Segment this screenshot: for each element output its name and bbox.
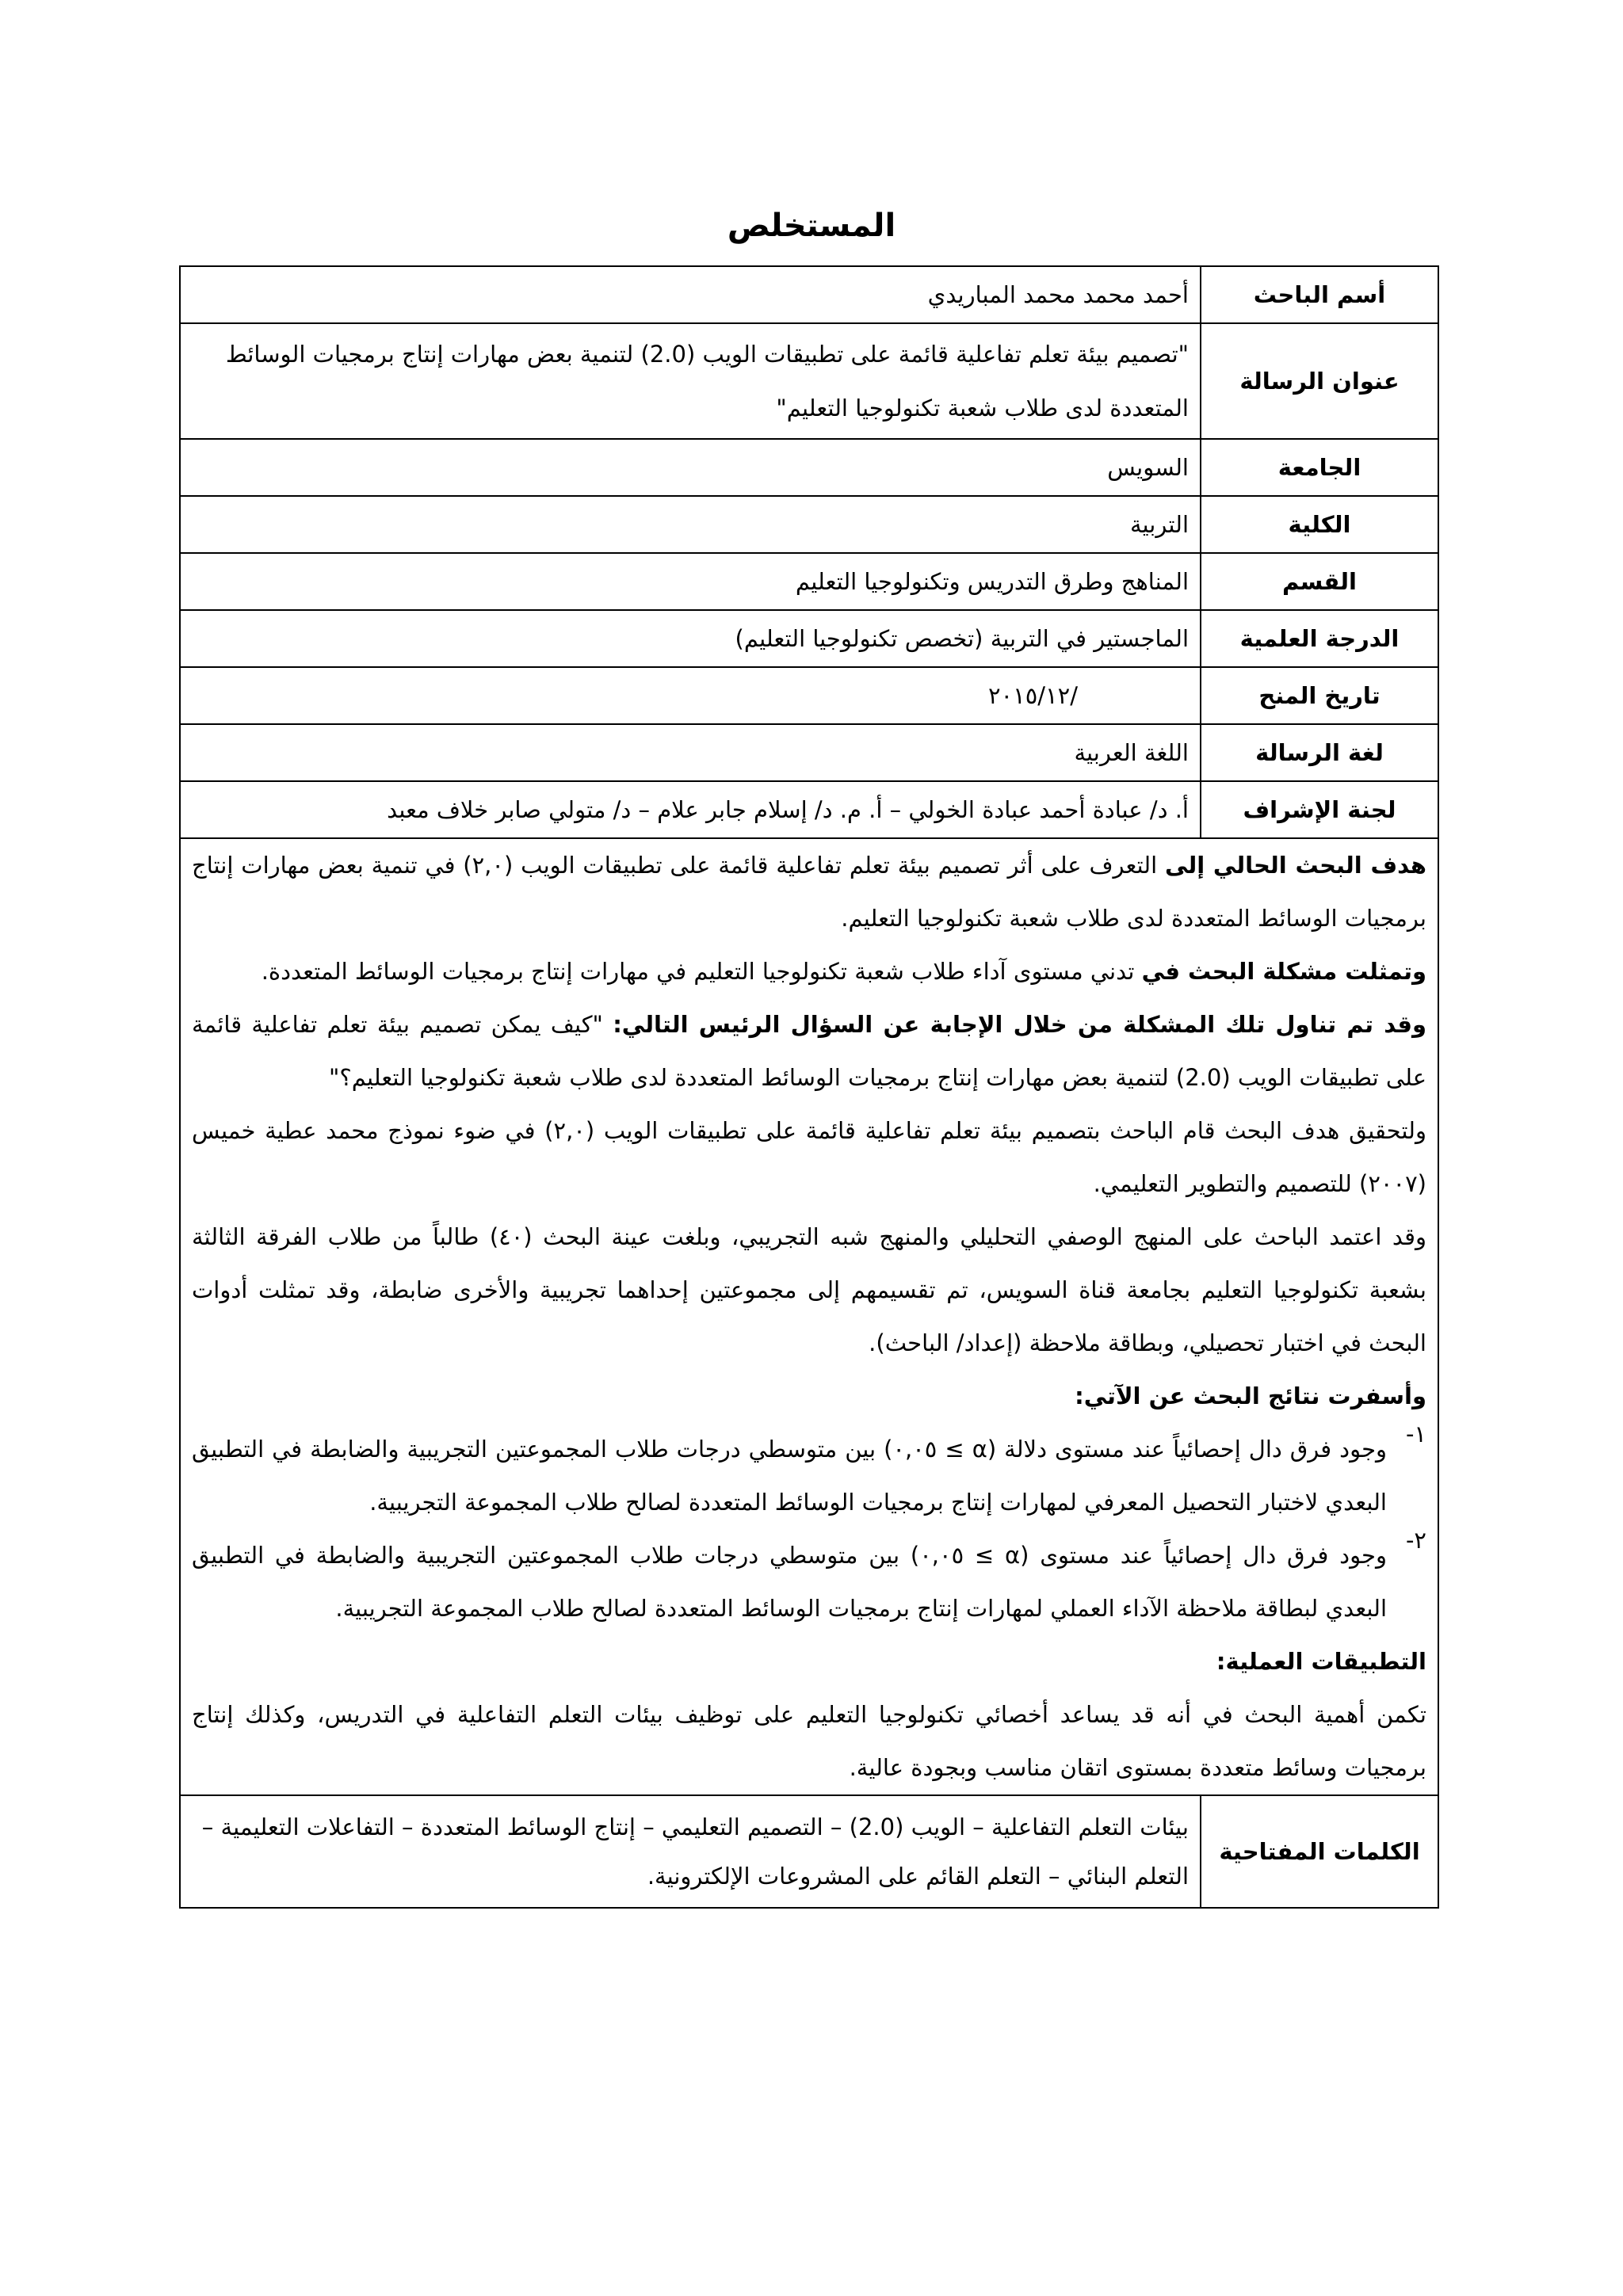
department-label: القسم [1201, 553, 1438, 610]
abstract-design: ولتحقيق هدف البحث قام الباحث بتصميم بيئة تعلم تفاعلية قائمة على تطبيقات الويب (٢,٠) في ضوء نموذج محمد عطية خميس (٢٠٠٧) للتصميم والتطوير التعليمي. [192, 1117, 1426, 1197]
goal-lead: هدف البحث الحالي إلى [1164, 852, 1426, 879]
row-keywords [180, 1795, 1438, 1908]
abstract-body [180, 838, 1438, 1795]
result-number: ٢- [1405, 1527, 1426, 1554]
keywords-label: الكلمات المفتاحية [1201, 1795, 1438, 1908]
abstract-method: وقد اعتمد الباحث على المنهج الوصفي التحليلي والمنهج شبه التجريبي، وبلغت عينة البحث (٤٠) طالباً من طلاب الفرقة الثالثة بشعبة تكنولوجيا التعليم بجامعة قناة السويس، تم تقسيمهم إلى مجموعتين إحداهما تجريبية والأخرى ضابطة، وقد تمثلت أدوات البحث في اختبار تحصيلي، وبطاقة ملاحظة (إعداد/ الباحث). [192, 1223, 1426, 1356]
row-degree [180, 610, 1438, 667]
page-title: المستخلص [727, 208, 896, 244]
result-number: ١- [1405, 1421, 1426, 1447]
grant-date-value: /٢٠١٥/١٢ [987, 681, 1078, 709]
researcher-value: أحمد محمد محمد المباريدي [180, 266, 1201, 323]
row-faculty [180, 496, 1438, 553]
degree-value: الماجستير في التربية (تخصص تكنولوجيا التعليم) [180, 610, 1201, 667]
row-department [180, 553, 1438, 610]
researcher-label: أسم الباحث [1201, 266, 1438, 323]
faculty-value: التربية [180, 496, 1201, 553]
thesis-title-value: "تصميم بيئة تعلم تفاعلية قائمة على تطبيقات الويب (2.0) لتنمية بعض مهارات إنتاج برمجيات الوسائط المتعددة لدى طلاب شعبة تكنولوجيا التعليم" [180, 323, 1201, 439]
faculty-label: الكلية [1201, 496, 1438, 553]
abstract-problem [192, 945, 1426, 998]
grant-date-label: تاريخ المنح [1201, 667, 1438, 724]
row-researcher [180, 266, 1438, 323]
row-university [180, 439, 1438, 496]
language-label: لغة الرسالة [1201, 724, 1438, 781]
row-language [180, 724, 1438, 781]
problem-text: تدني مستوى آداء طلاب شعبة تكنولوجيا التعليم في مهارات إنتاج برمجيات الوسائط المتعددة. [261, 958, 1142, 985]
goal-text: التعرف على أثر تصميم بيئة تعلم تفاعلية قائمة على تطبيقات الويب (٢,٠) في تنمية بعض مهارات إنتاج برمجيات الوسائط المتعددة لدى طلاب شعبة تكنولوجيا التعليم. [192, 852, 1426, 932]
abstract-question [192, 998, 1426, 1104]
problem-lead: وتمثلت مشكلة البحث في [1141, 958, 1426, 985]
question-text: "كيف يمكن تصميم بيئة تعلم تفاعلية قائمة على تطبيقات الويب (2.0) لتنمية بعض مهارات إنتاج برمجيات الوسائط المتعددة لدى طلاب شعبة تكنولوجيا التعليم؟" [192, 1011, 1426, 1091]
row-grant-date [180, 667, 1438, 724]
language-value: اللغة العربية [180, 724, 1201, 781]
grant-date-cell [180, 667, 1201, 724]
result-item [192, 1423, 1426, 1529]
thesis-title-label: عنوان الرسالة [1201, 323, 1438, 439]
thesis-info-table [179, 265, 1439, 1909]
result-text: وجود فرق دال إحصائياً عند مستوى دلالة (α ≥ ٠,٠٥) بين متوسطي درجات طلاب المجموعتين التجريبية والضابطة في التطبيق البعدي لاختبار التحصيل المعرفي لمهارات إنتاج برمجيات الوسائط المتعددة لصالح طلاب المجموعة التجريبية. [192, 1436, 1388, 1516]
row-abstract [180, 838, 1438, 1795]
abstract-goal [192, 839, 1426, 945]
applications-text: تكمن أهمية البحث في أنه قد يساعد أخصائي تكنولوجيا التعليم على توظيف بيئات التعلم التفاعلية في التدريس، وكذلك إنتاج برمجيات وسائط متعددة بمستوى اتقان مناسب وبجودة عالية. [192, 1701, 1426, 1781]
row-supervision [180, 781, 1438, 838]
applications-heading: التطبيقات العملية: [1216, 1648, 1426, 1675]
results-heading: وأسفرت نتائج البحث عن الآتي: [1075, 1383, 1426, 1409]
university-label: الجامعة [1201, 439, 1438, 496]
result-item [192, 1529, 1426, 1635]
university-value: السويس [180, 439, 1201, 496]
department-value: المناهج وطرق التدريس وتكنولوجيا التعليم [180, 553, 1201, 610]
question-lead: وقد تم تناول تلك المشكلة من خلال الإجابة عن السؤال الرئيس التالي: [613, 1011, 1427, 1038]
row-thesis-title [180, 323, 1438, 439]
keywords-value: بيئات التعلم التفاعلية – الويب (2.0) – التصميم التعليمي – إنتاج الوسائط المتعددة – التفاعلات التعليمية – التعلم البنائي – التعلم القائم على المشروعات الإلكترونية. [180, 1795, 1201, 1908]
supervision-value: أ. د/ عبادة أحمد عبادة الخولي – أ. م. د/ إسلام جابر علام – د/ متولي صابر خلاف معبد [180, 781, 1201, 838]
result-text: وجود فرق دال إحصائياً عند مستوى (α ≥ ٠,٠٥) بين متوسطي درجات طلاب المجموعتين التجريبية والضابطة في التطبيق البعدي لبطاقة ملاحظة الآداء العملي لمهارات إنتاج برمجيات الوسائط المتعددة لصالح طلاب المجموعة التجريبية. [192, 1542, 1387, 1622]
supervision-label: لجنة الإشراف [1201, 781, 1438, 838]
degree-label: الدرجة العلمية [1201, 610, 1438, 667]
